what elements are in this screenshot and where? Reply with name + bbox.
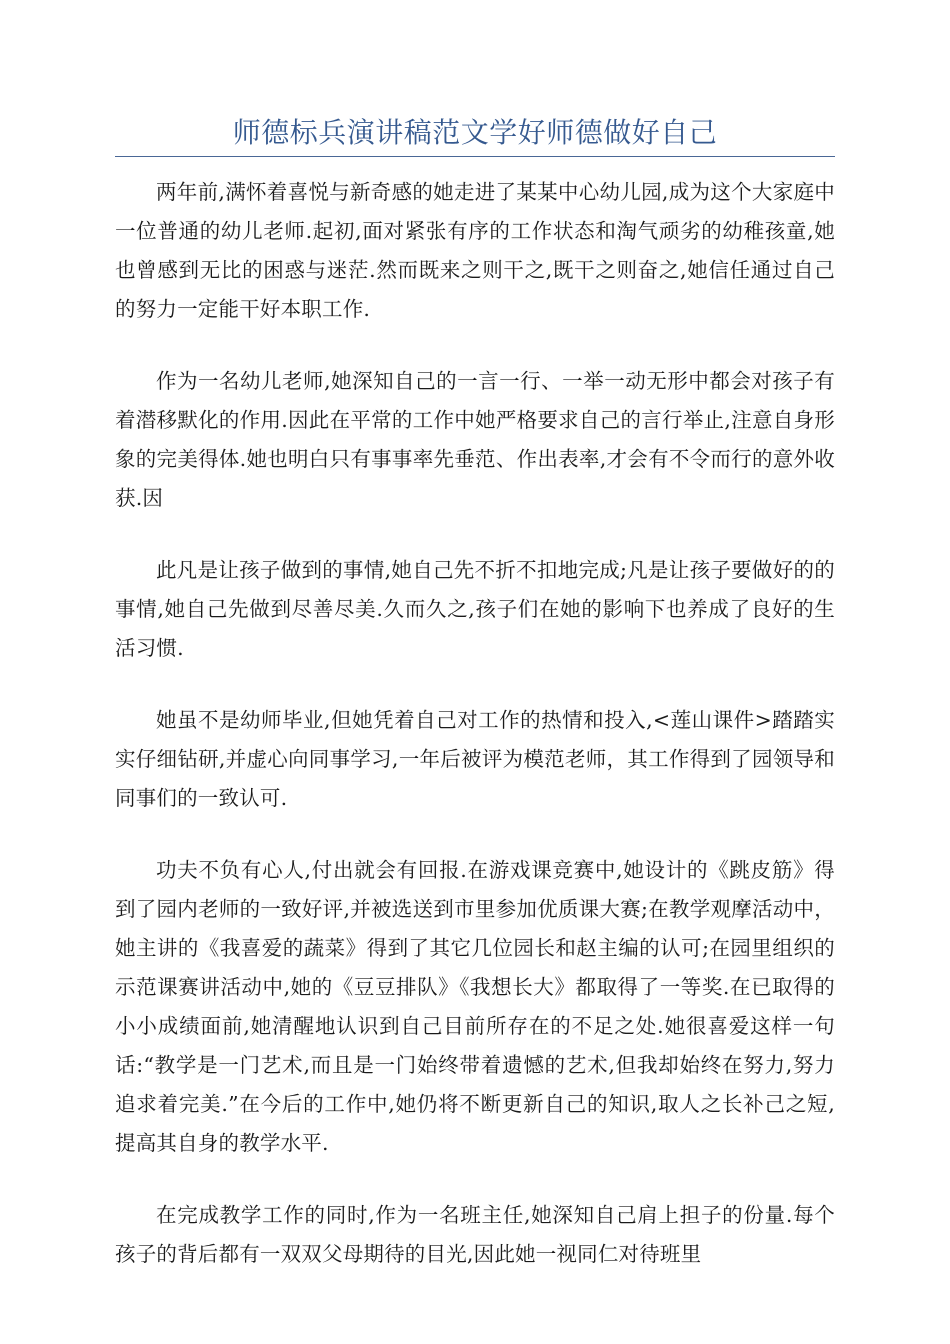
paragraph-4: 她虽不是幼师毕业,但她凭着自己对工作的热情和投入,<莲山课件>踏踏实实仔细钻研,并虚心向同事学习,一年后被评为模范老师，其工作得到了园领导和同事们的一致认可. [115,708,835,810]
document-body [115,173,835,1307]
paragraph-6: 在完成教学工作的同时,作为一名班主任,她深知自己肩上担子的份量.每个孩子的背后都有一双双父母期待的目光,因此她一视同仁对待班里 [115,1203,835,1266]
paragraph-1: 两年前,满怀着喜悦与新奇感的她走进了某某中心幼儿园,成为这个大家庭中一位普通的幼儿老师.起初,面对紧张有序的工作状态和淘气顽劣的幼稚孩童,她也曾感到无比的困惑与迷茫.然而既来之则干之,既干之则奋之,她信任通过自己的努力一定能干好本职工作. [115,180,835,321]
paragraph-3: 此凡是让孩子做到的事情,她自己先不折不扣地完成;凡是让孩子要做好的的事情,她自己先做到尽善尽美.久而久之,孩子们在她的影响下也养成了良好的生活习惯. [115,558,835,660]
document-title: 师德标兵演讲稿范文学好师德做好自己 [232,116,718,149]
title-block [115,112,835,157]
paragraph-5: 功夫不负有心人,付出就会有回报.在游戏课竞赛中,她设计的《跳皮筋》得到了园内老师的一致好评,并被选送到市里参加优质课大赛;在教学观摩活动中，她主讲的《我喜爱的蔬菜》得到了其它几位园长和赵主编的认可;在园里组织的示范课赛讲活动中,她的《豆豆排队》《我想长大》都取得了一等奖.在已取得的小小成绩面前,她清醒地认识到自己目前所存在的不足之处.她很喜爱这样一句话:“教学是一门艺术,而且是一门始终带着遗憾的艺术,但我却始终在努力,努力追求着完美.”在今后的工作中,她仍将不断更新自己的知识,取人之长补己之短,提高其自身的教学水平. [115,858,835,1155]
paragraph-2: 作为一名幼儿老师,她深知自己的一言一行、一举一动无形中都会对孩子有着潜移默化的作用.因此在平常的工作中她严格要求自己的言行举止,注意自身形象的完美得体.她也明白只有事事率先垂范、作出表率,才会有不令而行的意外收获.因 [115,369,835,510]
